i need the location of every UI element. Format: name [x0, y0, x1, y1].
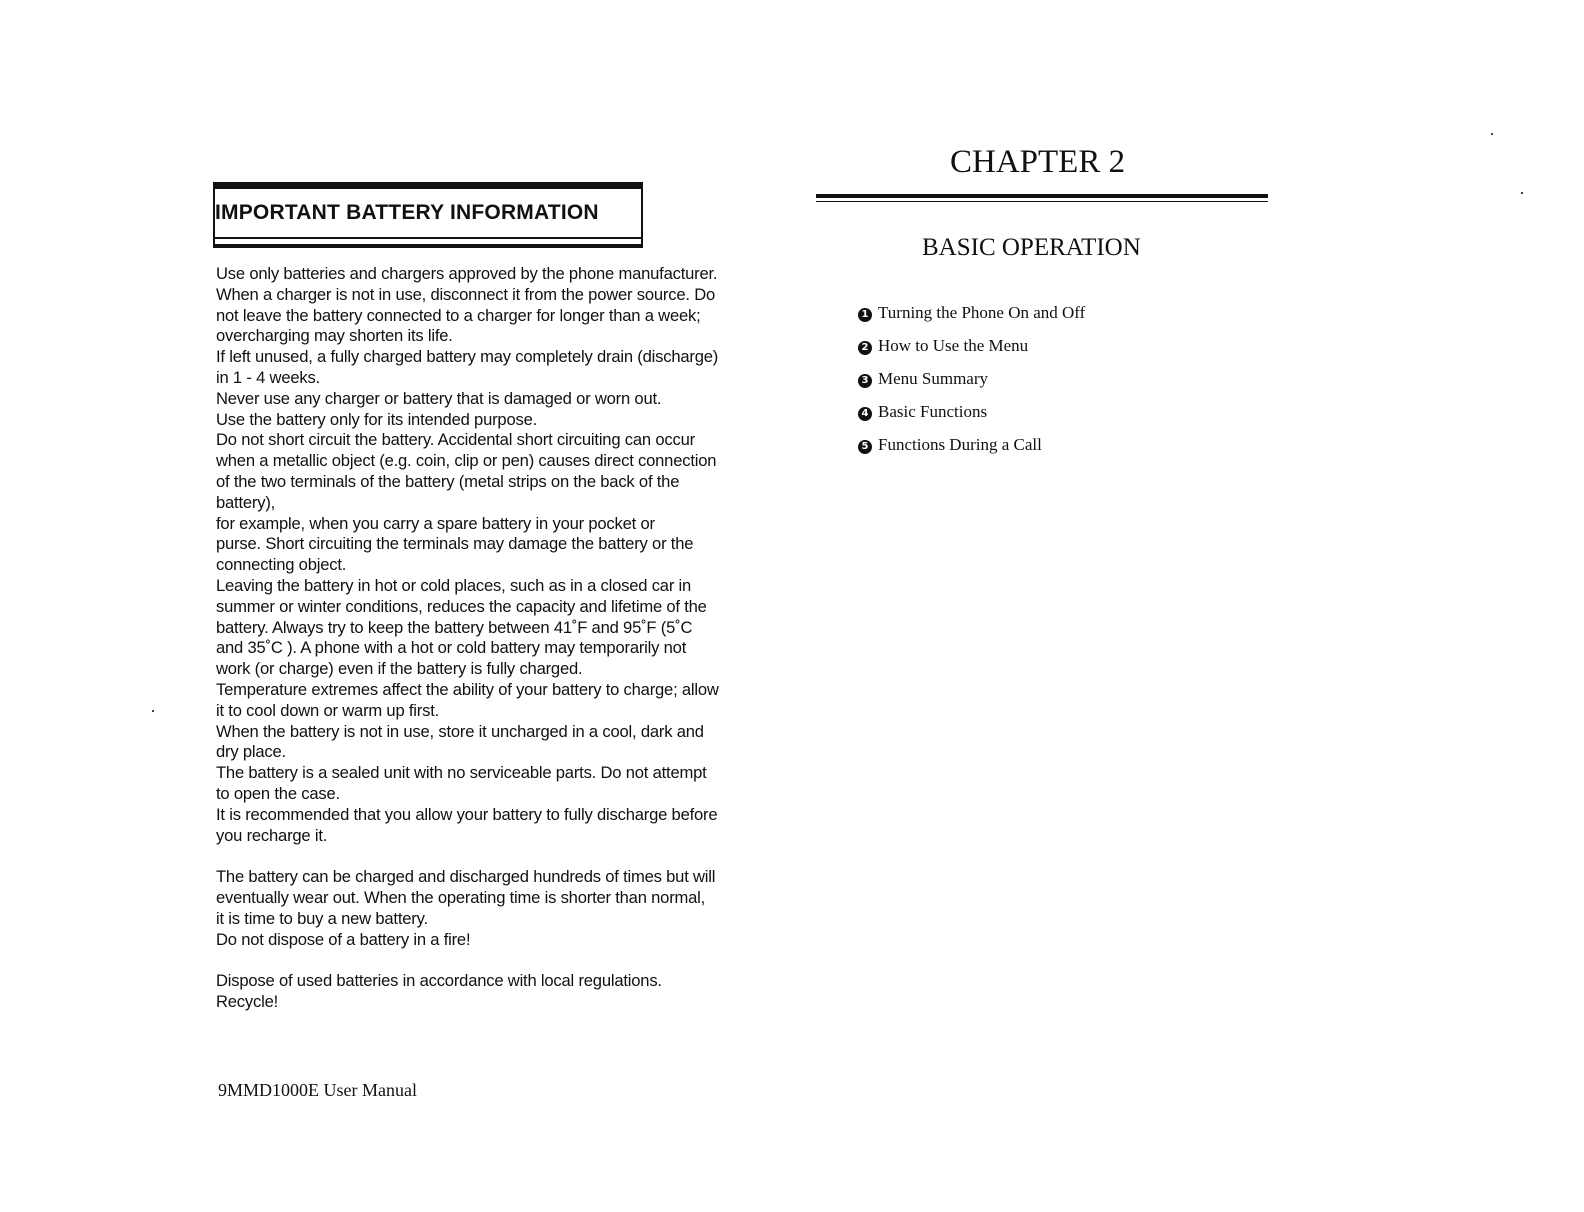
item-number-badge: 4	[858, 407, 872, 421]
text-line: it to cool down or warm up first.	[216, 700, 440, 720]
text-line: Use the battery only for its intended purpose.	[216, 409, 538, 429]
chapter-title: CHAPTER 2	[950, 144, 1126, 180]
paragraph-gap	[216, 950, 816, 971]
text-line: Do not short circuit the battery. Accidental short circuiting can occur	[216, 430, 695, 450]
scan-speck	[152, 710, 154, 712]
text-line: and 35˚C ). A phone with a hot or cold battery may temporarily not	[216, 638, 687, 658]
text-line: Leaving the battery in hot or cold places, such as in a closed car in	[216, 575, 692, 595]
text-line: battery),	[216, 492, 276, 512]
page-footer: 9MMD1000E User Manual	[218, 1080, 417, 1100]
scan-speck	[1521, 192, 1523, 194]
text-line: for example, when you carry a spare battery in your pocket or	[216, 513, 655, 533]
battery-heading: IMPORTANT BATTERY INFORMATION	[215, 201, 599, 224]
scan-speck	[1491, 133, 1493, 135]
battery-info-text	[216, 264, 816, 1013]
item-number-badge: 3	[858, 374, 872, 388]
contents-item-label: Menu Summary	[878, 369, 989, 388]
text-line: not leave the battery connected to a charger for longer than a week;	[216, 305, 701, 325]
text-line: Do not dispose of a battery in a fire!	[216, 929, 471, 949]
text-line: work (or charge) even if the battery is fully charged.	[216, 659, 583, 679]
item-number-badge: 1	[858, 308, 872, 322]
text-line: Recycle!	[216, 991, 279, 1011]
text-line: you recharge it.	[216, 825, 328, 845]
text-line: connecting object.	[216, 555, 347, 575]
text-line: When a charger is not in use, disconnect it from the power source. Do	[216, 284, 716, 304]
contents-item-label: How to Use the Menu	[878, 336, 1029, 355]
contents-item-label: Functions During a Call	[878, 435, 1042, 454]
text-line: It is recommended that you allow your battery to fully discharge before	[216, 804, 718, 824]
battery-heading-box	[213, 182, 643, 248]
contents-item-label: Turning the Phone On and Off	[878, 303, 1086, 322]
contents-item	[858, 368, 1085, 401]
chapter-rule	[816, 194, 1268, 198]
text-line: in 1 - 4 weeks.	[216, 367, 320, 387]
text-line: Dispose of used batteries in accordance with local regulations.	[216, 971, 662, 991]
item-number-badge: 5	[858, 440, 872, 454]
text-line: If left unused, a fully charged battery may completely drain (discharge)	[216, 347, 719, 367]
text-line: it is time to buy a new battery.	[216, 908, 428, 928]
text-line: summer or winter conditions, reduces the capacity and lifetime of the	[216, 596, 707, 616]
chapter-contents-list	[858, 302, 1085, 467]
contents-item	[858, 335, 1085, 368]
text-line: Use only batteries and chargers approved by the phone manufacturer.	[216, 264, 718, 283]
text-line: eventually wear out. When the operating time is shorter than normal,	[216, 887, 706, 907]
text-line: overcharging may shorten its life.	[216, 326, 453, 346]
text-line: The battery is a sealed unit with no serviceable parts. Do not attempt	[216, 763, 707, 783]
text-line: Temperature extremes affect the ability of your battery to charge; allow	[216, 679, 719, 699]
text-line: When the battery is not in use, store it uncharged in a cool, dark and	[216, 721, 704, 741]
text-line: of the two terminals of the battery (metal strips on the back of the	[216, 471, 680, 491]
contents-item-label: Basic Functions	[878, 402, 988, 421]
item-number-badge: 2	[858, 341, 872, 355]
text-line: dry place.	[216, 742, 286, 762]
text-line: to open the case.	[216, 783, 340, 803]
text-line: purse. Short circuiting the terminals may damage the battery or the	[216, 534, 694, 554]
paragraph-gap	[216, 846, 816, 867]
text-line: when a metallic object (e.g. coin, clip or pen) causes direct connection	[216, 451, 717, 471]
right-page	[810, 0, 1584, 1212]
contents-item	[858, 434, 1085, 467]
contents-item	[858, 302, 1085, 335]
text-line: Never use any charger or battery that is damaged or worn out.	[216, 388, 662, 408]
text-line: battery. Always try to keep the battery between 41˚F and 95˚F (5˚C	[216, 617, 693, 637]
contents-item	[858, 401, 1085, 434]
text-line: The battery can be charged and discharged hundreds of times but will	[216, 867, 716, 887]
section-title: BASIC OPERATION	[922, 234, 1141, 261]
